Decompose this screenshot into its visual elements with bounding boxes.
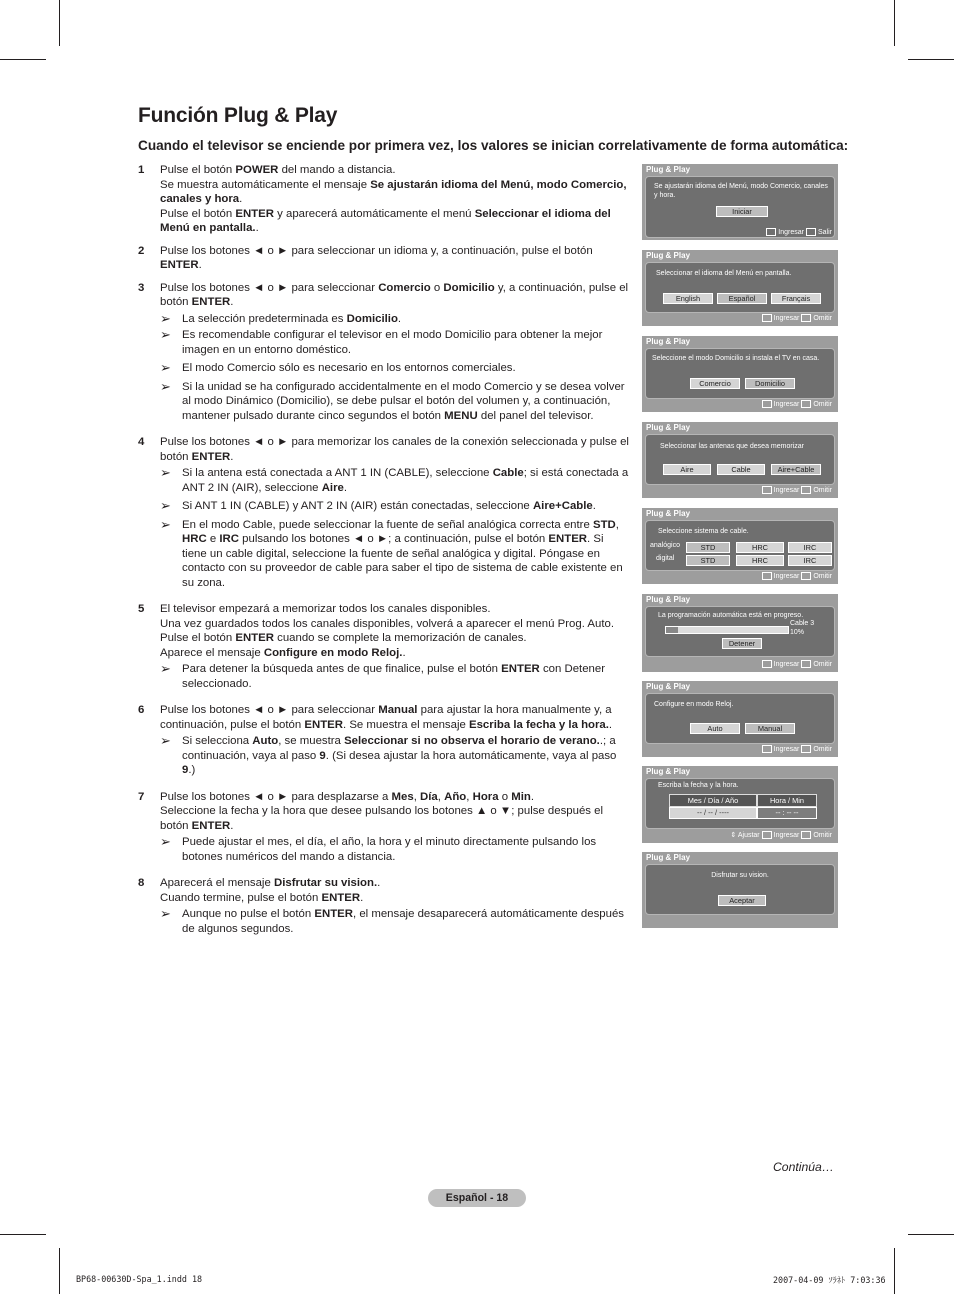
irc-digital-option[interactable]: IRC: [788, 555, 832, 566]
aire-cable-option[interactable]: Aire+Cable: [771, 464, 821, 475]
progress-bar: [665, 626, 789, 634]
screen-header: Plug & Play: [646, 767, 691, 776]
note-arrow: ➢: [160, 465, 171, 480]
page-number: Español - 18: [428, 1189, 526, 1207]
screen-footer: Ingresar Salir: [764, 228, 832, 238]
note-arrow: ➢: [160, 378, 171, 394]
step-text: Pulse los botones ◄ o ► para memorizar los canales de la conexión seleccionada y pulse el botón ENTER.: [160, 436, 629, 463]
step-number: 4: [138, 436, 145, 448]
screen-footer: Ingresar Omitir: [760, 486, 832, 496]
analog-label: analógico: [650, 542, 680, 549]
screen-header: Plug & Play: [646, 682, 691, 691]
step-text: Pulse los botones ◄ o ► para seleccionar Comercio o Domicilio y, a continuación, pulse el botón ENTER.: [160, 281, 629, 308]
note: ➢ Puede ajustar el mes, el día, el año, la hora y el minuto directamente pulsando los botones numéricos del mando a distancia.: [160, 834, 597, 863]
note-arrow: ➢: [160, 516, 171, 532]
skip-icon: [801, 314, 811, 322]
screen-message: Seleccione sistema de cable.: [658, 528, 749, 535]
step-2: [138, 244, 630, 273]
note-arrow: ➢: [160, 906, 171, 921]
crop-mark: [894, 0, 895, 46]
screen-date-time: [642, 766, 838, 843]
screen-header: Plug & Play: [646, 509, 691, 518]
skip-icon: [801, 572, 811, 580]
screen-antenna: [642, 422, 838, 498]
skip-icon: [801, 660, 811, 668]
crop-mark: [59, 1248, 60, 1294]
screen-message: Configure en modo Reloj.: [654, 701, 734, 708]
skip-icon: [801, 400, 811, 408]
step-number: 2: [138, 244, 145, 257]
screen-footer: ⇕ Ajustar Ingresar Omitir: [730, 832, 832, 839]
screen-panel: [645, 262, 835, 313]
note: ➢ La selección predeterminada es Domicilio.: [160, 310, 402, 326]
step-number: 7: [138, 790, 145, 803]
espanol-option[interactable]: Español: [717, 293, 767, 304]
step-5: [138, 602, 630, 691]
screen-panel: [645, 693, 835, 744]
screen-panel: [645, 864, 835, 915]
comercio-option[interactable]: Comercio: [690, 378, 740, 389]
note-arrow: ➢: [160, 310, 171, 326]
note: ➢ Si selecciona Auto, se muestra Seleccionar si no observa el horario de verano..; a continuación, vaya al paso 9. (Si desea ajustar la hora automáticamente, vaya al paso 9.): [160, 733, 617, 776]
std-analog-option[interactable]: STD: [686, 542, 730, 553]
screen-cable-system: [642, 508, 838, 584]
step-text: Pulse los botones ◄ o ► para desplazarse a Mes, Día, Año, Hora o Min. Seleccione la fecha y la hora que desee pulsando los botones ▲ o ▼; pulse después el botón ENTER.: [160, 790, 604, 832]
screen-header: Plug & Play: [646, 853, 691, 862]
enter-icon: [762, 314, 772, 322]
page-subtitle: Cuando el televisor se enciende por primera vez, los valores se inician correlativamente de forma automática:: [138, 138, 849, 153]
note: ➢ El modo Comercio sólo es necesario en los entornos comerciales.: [160, 360, 516, 375]
start-button[interactable]: Iniciar: [716, 206, 768, 217]
crop-mark: [59, 0, 60, 46]
screen-enjoy: [642, 852, 838, 928]
steps-list: [138, 163, 630, 944]
step-text: Pulse los botones ◄ o ► para seleccionar un idioma y, a continuación, pulse el botón ENTER.: [160, 244, 593, 271]
page-title: Función Plug & Play: [138, 104, 338, 127]
crop-mark: [0, 59, 46, 60]
time-header: Hora / Min: [757, 794, 817, 807]
exit-icon: [806, 228, 816, 236]
step-1: [138, 163, 630, 236]
aire-option[interactable]: Aire: [663, 464, 711, 475]
enter-icon: [762, 400, 772, 408]
crop-mark: [908, 59, 954, 60]
note-arrow: ➢: [160, 498, 171, 513]
note: ➢ Si ANT 1 IN (CABLE) y ANT 2 IN (AIR) están conectadas, seleccione Aire+Cable.: [160, 498, 596, 513]
progress-percent: 10%: [790, 629, 805, 636]
progress-fill: [666, 627, 678, 633]
file-info: BP68-00630D-Spa_1.indd 18: [76, 1274, 203, 1284]
step-4: [138, 435, 630, 590]
screen-panel: [645, 606, 835, 657]
screen-message: La programación automática está en progreso.: [658, 612, 804, 619]
step-text: El televisor empezará a memorizar todos los canales disponibles. Una vez guardados todos los canales disponibles, volverá a aparecer el menú Prog. Auto. Pulse el botón ENTER cuando se complete la memorización de canales. Aparece el mensaje Configure en modo Reloj..: [160, 603, 615, 659]
hrc-analog-option[interactable]: HRC: [736, 542, 784, 553]
enter-icon: [762, 486, 772, 494]
screen-header: Plug & Play: [646, 165, 691, 174]
screen-header: Plug & Play: [646, 423, 691, 432]
screen-mode: [642, 336, 838, 412]
screen-header: Plug & Play: [646, 337, 691, 346]
screen-footer: Ingresar Omitir: [760, 745, 832, 755]
skip-icon: [801, 831, 811, 839]
step-number: 5: [138, 603, 145, 615]
step-7: [138, 790, 630, 865]
enter-icon: [762, 745, 772, 753]
screen-message: Escriba la fecha y la hora.: [658, 782, 739, 789]
screen-footer: Ingresar Omitir: [760, 400, 832, 410]
screen-footer: Ingresar Omitir: [760, 572, 832, 582]
screen-footer: Ingresar Omitir: [760, 314, 832, 324]
time-field[interactable]: -- : -- --: [757, 807, 817, 819]
screen-language: [642, 250, 838, 326]
step-3: [138, 281, 630, 424]
domicilio-option[interactable]: Domicilio: [745, 378, 795, 389]
date-info: 2007-04-09 ｿﾗﾈﾄ 7:03:36: [773, 1275, 886, 1285]
note-arrow: ➢: [160, 733, 171, 748]
auto-option[interactable]: Auto: [690, 723, 740, 734]
francais-option[interactable]: Français: [771, 293, 821, 304]
irc-analog-option[interactable]: IRC: [788, 542, 832, 553]
note-arrow: ➢: [160, 360, 171, 375]
screen-panel: [645, 520, 835, 571]
step-number: 6: [138, 704, 145, 716]
std-digital-option[interactable]: STD: [686, 555, 730, 566]
note-arrow: ➢: [160, 834, 171, 849]
crop-mark: [908, 1234, 954, 1235]
crop-mark: [0, 1234, 46, 1235]
screen-message: Seleccione el modo Domicilio si instala el TV en casa.: [652, 355, 820, 362]
note: ➢ Para detener la búsqueda antes de que finalice, pulse el botón ENTER con Detener seleccionado.: [160, 661, 605, 690]
skip-icon: [801, 745, 811, 753]
digital-label: digital: [656, 555, 675, 562]
screen-header: Plug & Play: [646, 595, 691, 604]
note-arrow: ➢: [160, 661, 171, 676]
screen-auto-program: [642, 594, 838, 672]
screen-message: Seleccionar las antenas que desea memorizar: [660, 443, 804, 450]
note-arrow: ➢: [160, 327, 171, 342]
date-field[interactable]: -- / -- / ----: [669, 807, 757, 819]
step-number: 1: [138, 164, 145, 176]
date-header: Mes / Día / Año: [669, 794, 757, 807]
step-number: 3: [138, 281, 145, 294]
enter-icon: [762, 660, 772, 668]
screen-panel: [645, 778, 835, 829]
screen-message: Disfrutar su vision.: [711, 872, 769, 879]
cable-option[interactable]: Cable: [717, 464, 765, 475]
stop-button[interactable]: Detener: [722, 638, 762, 649]
enter-icon: [762, 572, 772, 580]
screen-panel: [645, 434, 835, 485]
step-text: Aparecerá el mensaje Disfrutar su vision.. Cuando termine, pulse el botón ENTER.: [160, 877, 381, 904]
note: ➢ Aunque no pulse el botón ENTER, el mensaje desaparecerá automáticamente después de algunos segundos.: [160, 906, 624, 935]
screen-header: Plug & Play: [646, 251, 691, 260]
accept-button[interactable]: Aceptar: [718, 895, 766, 906]
enter-icon: [762, 831, 772, 839]
screen-clock-mode: [642, 681, 838, 757]
continues-label: Continúa…: [773, 1160, 834, 1174]
screen-message: Seleccionar el idioma del Menú en pantalla.: [656, 270, 792, 277]
channel-label: Cable 3: [790, 620, 815, 627]
note: ➢ Es recomendable configurar el televisor en el modo Domicilio para obtener la mejor imagen en un entorno doméstico.: [160, 327, 603, 356]
screen-panel: [645, 348, 835, 399]
note: ➢ Si la antena está conectada a ANT 1 IN (CABLE), seleccione Cable; si está conectada a ANT 2 IN (AIR), seleccione Aire.: [160, 465, 629, 494]
step-text: Pulse el botón POWER del mando a distancia. Se muestra automáticamente el mensaje Se ajustarán idioma del Menú, modo Comercio, canales y hora. Pulse el botón ENTER y aparecerá automáticamente el menú Seleccionar el idioma del Menú en pantalla..: [160, 164, 627, 234]
screen-message: Se ajustarán idioma del Menú, modo Comercio, canales y hora.: [654, 183, 828, 199]
english-option[interactable]: English: [663, 293, 713, 304]
manual-option[interactable]: Manual: [745, 723, 795, 734]
screen-start: [642, 164, 838, 240]
step-8: [138, 876, 630, 936]
skip-icon: [801, 486, 811, 494]
enter-icon: [766, 228, 776, 236]
crop-mark: [894, 1248, 895, 1294]
step-text: Pulse los botones ◄ o ► para seleccionar Manual para ajustar la hora manualmente y, a continuación, pulse el botón ENTER. Se muestra el mensaje Escriba la fecha y la hora..: [160, 704, 613, 731]
note: ➢ En el modo Cable, puede seleccionar la fuente de señal analógica correcta entre STD, HRC e IRC pulsando los botones ◄ o ►; a continuación, pulse el botón ENTER. Si tiene un cable digital, seleccione la fuente de señal analógica y digital. Póngase en contacto con su proveedor de cable para saber el tipo de sistema de cable existente en su zona.: [160, 516, 623, 589]
adjust-icon: ⇕: [730, 832, 737, 839]
screen-footer: Ingresar Omitir: [760, 660, 832, 670]
note: ➢ Si la unidad se ha configurado accidentalmente en el modo Comercio y se desea volver al modo Dinámico (Domicilio), se debe pulsar el botón del volumen y, a continuación, mantener pulsado durante cinco segundos el botón MENU del panel del televisor.: [160, 378, 625, 422]
step-number: 8: [138, 877, 145, 889]
step-6: [138, 703, 630, 778]
hrc-digital-option[interactable]: HRC: [736, 555, 784, 566]
